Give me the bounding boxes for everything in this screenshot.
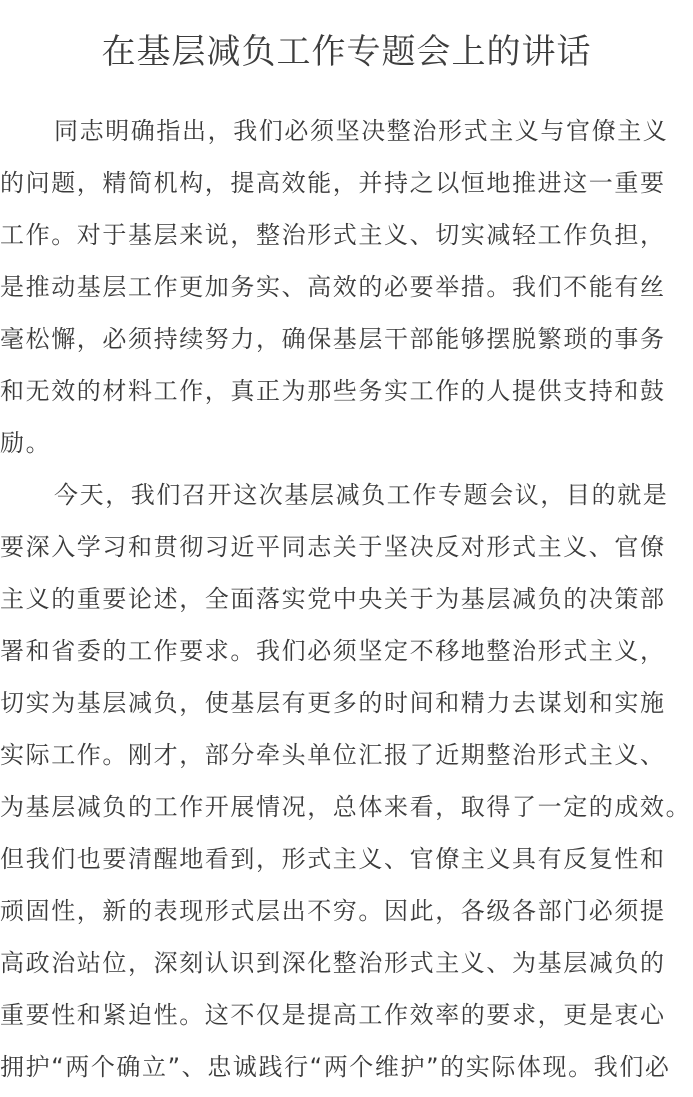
text-line: 今天，我们召开这次基层减负工作专题会议，目的就是	[54, 481, 669, 509]
text-line: 但我们也要清醒地看到，形式主义、官僚主义具有反复性和	[0, 845, 666, 873]
text-line: 主义的重要论述，全面落实党中央关于为基层减负的决策部	[0, 585, 666, 613]
text-line: 为基层减负的工作开展情况，总体来看，取得了一定的成效。	[0, 793, 692, 821]
document-title: 在基层减负工作专题会上的讲话	[101, 32, 592, 72]
text-line: 毫松懈，必须持续努力，确保基层干部能够摆脱繁琐的事务	[0, 325, 666, 353]
text-line: 和无效的材料工作，真正为那些务实工作的人提供支持和鼓	[0, 377, 666, 405]
text-line: 重要性和紧迫性。这不仅是提高工作效率的要求，更是衷心	[0, 1001, 666, 1029]
text-line: 拥护“两个确立”、忠诚践行“两个维护”的实际体现。我们必	[0, 1053, 671, 1081]
text-line: 署和省委的工作要求。我们必须坚定不移地整治形式主义，	[0, 637, 666, 665]
text-line: 的问题，精简机构，提高效能，并持之以恒地推进这一重要	[0, 169, 666, 197]
paragraph-2	[0, 469, 693, 1093]
text-line: 切实为基层减负，使基层有更多的时间和精力去谋划和实施	[0, 689, 666, 717]
text-line: 励。	[0, 429, 52, 457]
text-line: 顽固性，新的表现形式层出不穷。因此，各级各部门必须提	[0, 897, 666, 925]
text-line: 高政治站位，深刻认识到深化整治形式主义、为基层减负的	[0, 949, 666, 977]
text-line: 是推动基层工作更加务实、高效的必要举措。我们不能有丝	[0, 273, 666, 301]
paragraph-1	[0, 105, 693, 469]
text-line: 要深入学习和贯彻习近平同志关于坚决反对形式主义、官僚	[0, 533, 666, 561]
text-line: 工作。对于基层来说，整治形式主义、切实减轻工作负担，	[0, 221, 666, 249]
text-line: 实际工作。刚才，部分牵头单位汇报了近期整治形式主义、	[0, 741, 666, 769]
text-line: 同志明确指出，我们必须坚决整治形式主义与官僚主义	[54, 117, 669, 145]
